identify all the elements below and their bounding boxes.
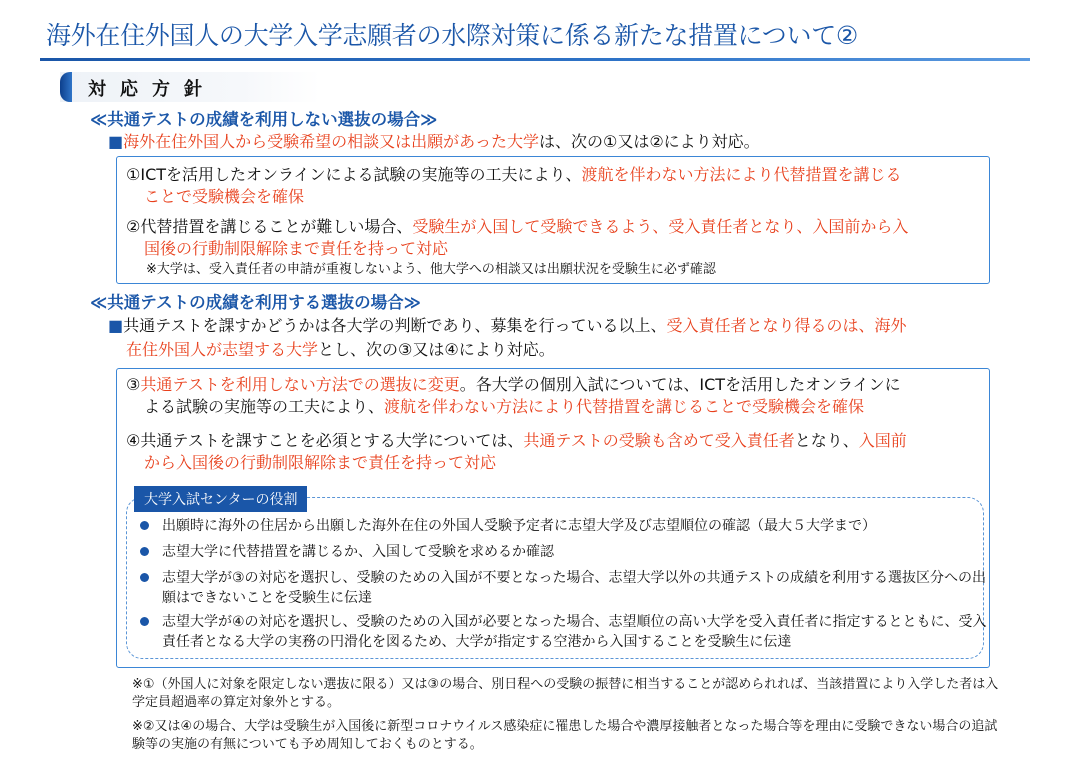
footnote: ※①（外国人に対象を限定しない選抜に限る）又は③の場合、別日程への受験の振替に相当することが認められれば、当該措置により入学した者は入学定員超過率の算定対象外とする。 (132, 677, 999, 710)
center-bullet-text: 出願時に海外の住居から出願した海外在住の外国人受験予定者に志望大学及び志望順位の確認（最大５大学まで） (162, 518, 876, 534)
section2-item3 (126, 374, 986, 418)
section1-item1 (126, 164, 976, 208)
item1-red1: 渡航を伴わない方法により代替措置を講じる (581, 165, 902, 184)
item1-plain: ①ICTを活用したオンラインによる試験の実施等の工夫により、 (126, 165, 582, 184)
item3-plain2: よる試験の実施等の工夫により、 (144, 397, 385, 416)
item4-plain1: ④共通テストを課すことを必須とする大学については、 (126, 431, 524, 450)
bullet-dot-icon (140, 573, 149, 582)
section1-lead (108, 130, 1008, 154)
section1-heading: ≪共通テストの成績を利用しない選抜の場合≫ (90, 110, 438, 129)
center-bullet-text: 志望大学が④の対応を選択し、受験のための入国が必要となった場合、志望順位の高い大学を受入責任者に指定するとともに、受入責任者となる大学の実務の円滑化を図るため、大学が指定する空港から入国することを受験生に伝達 (162, 614, 987, 650)
section2-item4 (126, 430, 986, 474)
center-bullet-text: 志望大学に代替措置を講じるか、入国して受験を求めるか確認 (162, 544, 554, 560)
item3-plain1: 。各大学の個別入試については、ICTを活用したオンラインに (459, 375, 901, 394)
center-role-label: 大学入試センターの役割 (134, 486, 307, 512)
section2-lead (108, 314, 1008, 362)
policy-label: 対応方針 (88, 79, 216, 100)
item3-red2: 渡航を伴わない方法により代替措置を講じることで受験機会を確保 (384, 397, 865, 416)
item4-plain2: となり、 (794, 431, 859, 450)
bullet-dot-icon (140, 547, 149, 556)
page-title: 海外在住外国人の大学入学志願者の水際対策に係る新たな措置について② (46, 21, 859, 50)
section2-lead-plain1: 共通テストを課すかどうかは各大学の判断であり、募集を行っている以上、 (123, 316, 667, 335)
item2-red1: 受験生が入国して受験できるよう、受入責任者となり、入国前から入 (412, 217, 909, 236)
footnote: ※②又は④の場合、大学は受験生が入国後に新型コロナウイルス感染症に罹患した場合や濃厚接触者となった場合等を理由に受験できない場合の追試験等の実施の有無についても予め周知しておくものとする。 (132, 719, 998, 752)
item4-red1: 共通テストの受験も含めて受入責任者 (523, 431, 795, 450)
center-bullet-text: 志望大学が③の対応を選択し、受験のための入国が不要となった場合、志望大学以外の共通テストの成績を利用する選抜区分への出願はできないことを受験生に伝達 (162, 570, 986, 606)
section2-lead-red1: 受入責任者となり得るのは、海外 (666, 316, 907, 335)
section1-lead-rest: は、次の①又は②により対応。 (538, 132, 760, 151)
item2-plain: ②代替措置を講じることが難しい場合、 (126, 217, 413, 236)
square-bullet-icon: ■ (108, 316, 124, 335)
item2-red2: 国後の行動制限解除まで責任を持って対応 (144, 239, 449, 258)
section1-item2 (126, 216, 986, 260)
policy-banner-cap (60, 72, 72, 102)
section2-lead-plain2: とし、次の③又は④により対応。 (318, 340, 555, 359)
item4-red3: から入国後の行動制限解除まで責任を持って対応 (144, 453, 497, 472)
item4-red2: 入国前 (858, 431, 907, 450)
item3-num: ③ (126, 375, 141, 394)
square-bullet-icon: ■ (108, 132, 124, 151)
section1-lead-red: 海外在住外国人から受験希望の相談又は出願があった大学 (123, 132, 539, 151)
item3-red1: 共通テストを利用しない方法での選抜に変更 (140, 375, 460, 394)
item2-note: ※大学は、受入責任者の申請が重複しないよう、他大学への相談又は出願状況を受験生に必ず確認 (146, 262, 716, 277)
section2-lead-red2: 在住外国人が志望する大学 (126, 340, 319, 359)
title-rule (40, 58, 1030, 61)
bullet-dot-icon (140, 521, 149, 530)
section2-heading: ≪共通テストの成績を利用する選抜の場合≫ (90, 293, 421, 312)
bullet-dot-icon (140, 617, 149, 626)
item1-red2: ことで受験機会を確保 (144, 187, 305, 206)
